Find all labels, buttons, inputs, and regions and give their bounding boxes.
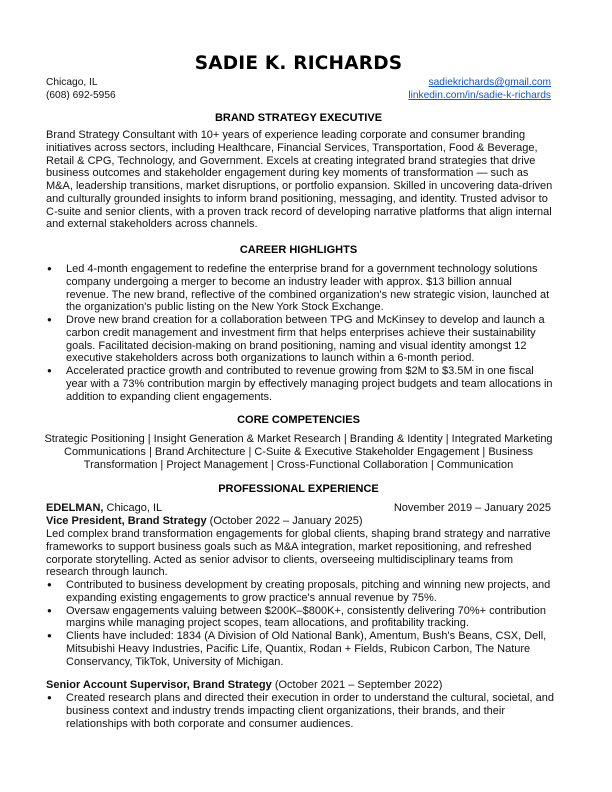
role-bullet: ● Created research plans and directed their execution in order to understand the cultural, societal, and business context and industry trends impacting client organizations, their brands, and their relationships with both corporate and consumer audiences.: [46, 692, 554, 730]
email-link[interactable]: sadiekrichards@gmail.com: [428, 77, 551, 88]
highlights-list: [46, 263, 554, 403]
company-location: Chicago, IL: [103, 502, 163, 514]
summary-text: Brand Strategy Consultant with 10+ years of experience leading corporate and consumer branding initiatives across sectors, including Healthcare, Financial Services, Transportation, Food & Beverage, Retail & CPG, Technology, and Government. Excels at creating integrated brand strategies that drive business outcomes and stakeholder engagement during key moments of transformation — such as M&A, leadership transitions, market disruptions, or portfolio expansion. Skilled in uncovering data-driven and culturally grounded insights to inform brand positioning, messaging, and identity. Trusted advisor to C-suite and senior clients, with a proven track record of developing narrative platforms that align internal and external stakeholders across channels.: [46, 129, 553, 231]
role-bullet: ● Contributed to business development by creating proposals, pitching and winning new projects, and expanding existing engagements to grow practice's annual revenue by 75%.: [46, 579, 554, 605]
role-dates: (October 2022 – January 2025): [206, 515, 363, 527]
role-description: Led complex brand transformation engagements for global clients, shaping brand strategy and narrative frameworks to support business goals such as M&A integration, market repositioning, and refreshed corporate storytelling. Acted as senior advisor to clients, overseeing multidisciplinary teams from research through launch.: [46, 528, 551, 579]
role-header: [46, 679, 551, 692]
contact-right: [408, 77, 551, 102]
job-dates: November 2019 – January 2025: [393, 502, 551, 514]
highlights-title: CAREER HIGHLIGHTS: [239, 244, 358, 256]
role-bullets: [46, 579, 554, 668]
role-bullets: [46, 692, 554, 730]
role-title: Vice President, Brand Strategy: [46, 515, 207, 527]
competencies-text: Strategic Positioning | Insight Generation & Market Research | Branding & Identity | Integrated Marketing Communications | Brand Architecture | C-Suite & Executive Stakeholder Engagement | Business Transformation | Project Management | Cross-Functional Collaboration | Communication: [44, 433, 553, 471]
location: Chicago, IL: [46, 77, 98, 88]
experience-title: PROFESSIONAL EXPERIENCE: [218, 483, 379, 495]
role-header: [46, 515, 551, 528]
company-name: EDELMAN,: [46, 502, 104, 514]
highlight-item: ● Accelerated practice growth and contributed to revenue growing from $2M to $3.5M in one fiscal year with a 73% contribution margin by effectively managing project budgets and team allocations in addition to expanding client engagements.: [46, 365, 554, 403]
role-bullet: ● Oversaw engagements valuing between $200K–$800K+, consistently delivering 70%+ contribution margins while managing project scopes, team allocations, and profitability tracking.: [46, 605, 554, 631]
candidate-name: SADIE K. RICHARDS: [194, 53, 403, 74]
job-header: [46, 502, 551, 515]
contact-left: [46, 77, 116, 102]
role-bullet: ● Clients have included: 1834 (A Division of Old National Bank), Amentum, Bush's Beans, CSX, Dell, Mitsubishi Heavy Industries, Pacific Life, Quantix, Rodan + Fields, Rubicon Carbon, The Nature Conservancy, TikTok, University of Michigan.: [46, 630, 554, 668]
phone: (608) 692-5956: [46, 89, 116, 101]
summary-title: BRAND STRATEGY EXECUTIVE: [214, 112, 383, 124]
highlight-item: ● Led 4-month engagement to redefine the enterprise brand for a government technology solutions company undergoing a merger to become an industry leader with approx. $13 billion annual revenue. The new brand, reflective of the combined organization's new strategic vision, launched at the organization's public listing on the New York Stock Exchange.: [46, 263, 554, 314]
linkedin-link[interactable]: linkedin.com/in/sadie-k-richards: [408, 89, 551, 101]
role-dates: (October 2021 – September 2022): [271, 679, 443, 691]
highlight-item: ● Drove new brand creation for a collaboration between TPG and McKinsey to develop and launch a carbon credit management and investment firm that helps enterprises achieve their sustainability goals. Facilitated decision-making on brand positioning, naming and visual identity amongst 12 executive stakeholders across both organizations to launch within a 6-month period.: [46, 314, 554, 365]
role-title: Senior Account Supervisor, Brand Strategy: [46, 679, 272, 691]
competencies-title: CORE COMPETENCIES: [237, 414, 360, 426]
